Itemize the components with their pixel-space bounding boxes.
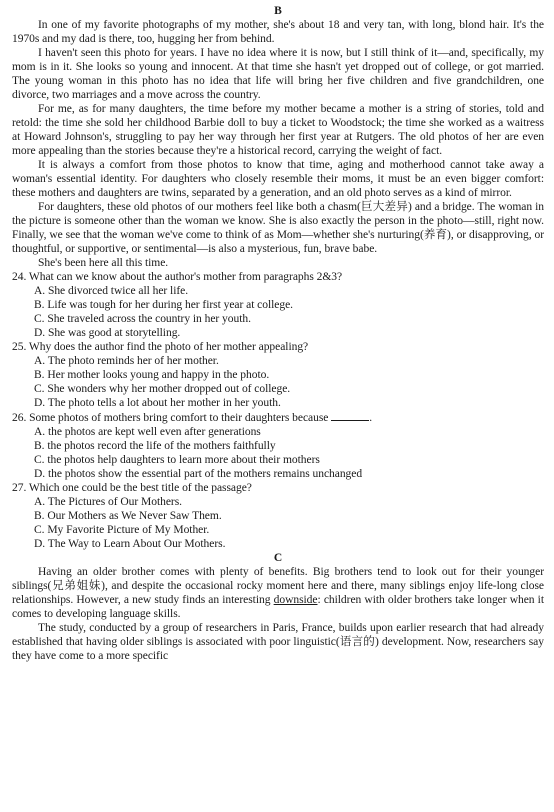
passage-c-paragraph-2: The study, conducted by a group of researchers in Paris, France, builds upon earlier research that had already established that having older siblings is associated with poor linguistic(语言的) development. Now, researchers say they have come to a more specific (12, 622, 544, 662)
question-27-stem: 27. Which one could be the best title of the passage? (12, 482, 252, 494)
question-25-option-d: D. The photo tells a lot about her mother in her youth. (34, 397, 281, 409)
question-24-option-d: D. She was good at storytelling. (34, 327, 181, 339)
question-26-option-c: C. the photos help daughters to learn more about their mothers (34, 454, 320, 466)
passage-b-paragraph-3: For me, as for many daughters, the time before my mother became a mother is a string of stories, told and retold: the time she sold her childhood Barbie doll to buy a ticket to Woodstock; the time she worked as a waitress at Howard Johnson's, struggling to pay her way through her first year at Rutgers. The old photos of her are even more appealing than the stories because they're a historical record, carrying the weight of fact. (12, 103, 544, 157)
question-27-option-d: D. The Way to Learn About Our Mothers. (34, 538, 226, 550)
question-24-stem: 24. What can we know about the author's mother from paragraphs 2&3? (12, 271, 343, 283)
question-27-option-c: C. My Favorite Picture of My Mother. (34, 524, 210, 536)
question-24-option-b: B. Life was tough for her during her first year at college. (34, 299, 294, 311)
passage-b-paragraph-4: It is always a comfort from those photos to know that time, aging and motherhood cannot take away a woman's essential identity. For daughters who closely resemble their moms, it must be an even bigger comfort: these mothers and daughters are twins, separated by a generation, and an old photo serves as a kind of mirror. (12, 159, 544, 199)
question-26-stem (12, 410, 544, 425)
question-27 (12, 481, 544, 551)
passage-b-paragraph-5: For daughters, these old photos of our mothers feel like both a chasm(巨大差异) and a bridge. The woman in the picture is someone other than the woman we know. She is also exactly the person in the photo—still, right now. Finally, we see that the woman we've come to think of as Mom—whether she's nurturing(养育), or disapproving, or thoughtful, or supportive, or sentimental—is also a mysterious, fun, brave babe. (12, 201, 544, 255)
passage-c-p1-text: Having an older brother comes with plenty of benefits. Big brothers tend to look out for their younger siblings(兄弟姐妹), and despite the occasional rocky moment here and there, many siblings enjoy life-long close relationships. However, a new study finds an interesting (12, 566, 544, 606)
passage-c-p1-text-end: : children with older brothers take longer when it comes to developing language skills. (12, 594, 544, 620)
question-27-option-b: B. Our Mothers as We Never Saw Them. (34, 510, 222, 522)
passage-c-paragraph-1 (12, 565, 544, 621)
passage-b-paragraph-1: In one of my favorite photographs of my mother, she's about 18 and very tan, with long, blond hair. It's the 1970s and my dad is there, too, hugging her from behind. (12, 19, 544, 45)
passage-b-heading: B (274, 5, 282, 17)
question-24 (12, 270, 544, 340)
passage-b-paragraph-2: I haven't seen this photo for years. I have no idea where it is now, but I still think of it—and, specifically, my mom is in it. She looks so young and innocent. At that time she hasn't yet dropped out of college, or got married. The young woman in this photo has no idea that life will bring her five children and five grandchildren, one divorce, two marriages and a move across the country. (12, 47, 544, 101)
underlined-word: downside (273, 594, 318, 606)
question-25 (12, 340, 544, 410)
question-24-option-a: A. She divorced twice all her life. (34, 285, 189, 297)
question-26-stem-end: . (369, 412, 373, 424)
question-25-option-c: C. She wonders why her mother dropped out of college. (34, 383, 291, 395)
question-25-stem: 25. Why does the author find the photo of her mother appealing? (12, 341, 309, 353)
question-26-option-a: A. the photos are kept well even after generations (34, 426, 261, 438)
question-25-option-a: A. The photo reminds her of her mother. (34, 355, 219, 367)
question-27-option-a: A. The Pictures of Our Mothers. (34, 496, 183, 508)
question-26 (12, 410, 544, 481)
question-26-option-b: B. the photos record the life of the mothers faithfully (34, 440, 276, 452)
question-26-stem-text: 26. Some photos of mothers bring comfort to their daughters because (12, 412, 329, 424)
question-26-option-d: D. the photos show the essential part of the mothers remains unchanged (34, 468, 363, 480)
answer-blank (331, 410, 369, 421)
passage-b-paragraph-6: She's been here all this time. (38, 257, 169, 269)
question-25-option-b: B. Her mother looks young and happy in the photo. (34, 369, 270, 381)
passage-c-heading: C (273, 552, 283, 564)
question-24-option-c: C. She traveled across the country in her youth. (34, 313, 251, 325)
